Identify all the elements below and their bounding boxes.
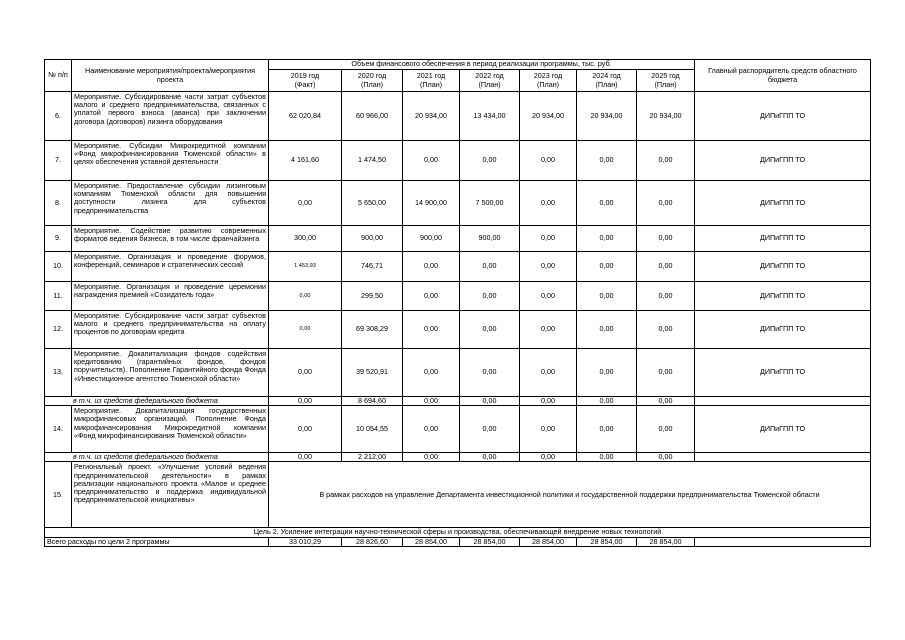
table-row: [45, 92, 871, 141]
table-row: [45, 311, 871, 349]
total-value: 28 826,60: [342, 537, 403, 546]
header-num: № п/п: [45, 60, 72, 92]
header-year-type: (План): [360, 79, 384, 89]
value-cell: 299,50: [342, 282, 403, 311]
header-year-type: (План): [478, 79, 501, 89]
row-number: 8.: [45, 181, 72, 226]
header-year: [520, 70, 577, 92]
value-cell: 0,00: [460, 349, 520, 397]
distributor-cell: ДИПиГПП ТО: [695, 406, 871, 453]
header-year: [637, 70, 695, 92]
value-cell: 0,00: [269, 282, 342, 311]
row-number: 10.: [45, 252, 72, 282]
value-cell: 0,00: [403, 141, 460, 181]
total-value: 28 854,00: [637, 537, 695, 546]
value-cell: 900,00: [403, 226, 460, 252]
row-number: 11.: [45, 282, 72, 311]
header-year: [577, 70, 637, 92]
value-cell: 0,00: [403, 453, 460, 462]
value-cell: 0,00: [577, 406, 637, 453]
table-row: [45, 226, 871, 252]
header-year: [403, 70, 460, 92]
distributor-cell: ДИПиГПП ТО: [695, 349, 871, 397]
value-cell: 1 453,93: [269, 252, 342, 282]
value-cell: 0,00: [577, 181, 637, 226]
value-cell: 0,00: [269, 181, 342, 226]
row-name: Мероприятие. Субсидии Микрокредитной компании «Фонд микрофинансирования Тюменской области» в целях обеспечения уставной деятельности: [72, 141, 269, 181]
value-cell: 0,00: [520, 397, 577, 406]
header-distributor: Главный распорядитель средств областного бюджета: [695, 60, 871, 92]
table-row: [45, 252, 871, 282]
row-name: Мероприятие. Докапитализация государственных микрофинансовых организаций. Пополнение Фонда микрофинансирования Микрокредитной компании «Фонд микрофинансирования Тюменской области»: [72, 406, 269, 453]
header-year-label: 2020 год: [357, 71, 387, 81]
total-value: 28 854,00: [460, 537, 520, 546]
value-cell: 2 212,00: [342, 453, 403, 462]
value-cell: 300,00: [269, 226, 342, 252]
total-value: 28 854,00: [520, 537, 577, 546]
row-number: 13.: [45, 349, 72, 397]
distributor-cell: ДИПиГПП ТО: [695, 252, 871, 282]
row-name: Региональный проект. «Улучшение условий ведения предпринимательской деятельности» в рамках реализации национального проекта «Малое и среднее предпринимательство и поддержка индивидуальной предпринимательской инициативы»: [72, 462, 269, 528]
federal-budget-label: в т.ч. из средств федерального бюджета: [45, 453, 269, 462]
value-cell: 0,00: [269, 349, 342, 397]
value-cell: 0,00: [577, 282, 637, 311]
table-row: [45, 181, 871, 226]
distributor-cell: [695, 397, 871, 406]
distributor-cell: [695, 453, 871, 462]
value-cell: 20 934,00: [520, 92, 577, 141]
value-cell: 0,00: [403, 349, 460, 397]
row-number: 9.: [45, 226, 72, 252]
value-cell: 0,00: [460, 406, 520, 453]
value-cell: 0,00: [637, 349, 695, 397]
header-year-type: (План): [595, 79, 618, 89]
header-year: [342, 70, 403, 92]
header-year-label: 2022 год: [475, 71, 504, 81]
value-cell: 0,00: [520, 282, 577, 311]
row-number: 14.: [45, 406, 72, 453]
table-row: [45, 141, 871, 181]
value-cell: 0,00: [637, 453, 695, 462]
header-year: [269, 70, 342, 92]
distributor-cell: ДИПиГПП ТО: [695, 92, 871, 141]
table-row: [45, 349, 871, 397]
header-year-type: (План): [419, 79, 443, 89]
value-cell: 0,00: [269, 397, 342, 406]
row-name: Мероприятие. Субсидирование части затрат субъектов малого и среднего предпринимательства, связанных с уплатой первого взноса (аванса) при заключении договора (договоров) лизинга оборудования: [72, 92, 269, 141]
value-cell: 900,00: [460, 226, 520, 252]
value-cell: 20 934,00: [577, 92, 637, 141]
value-cell: 0,00: [637, 141, 695, 181]
total-row: [45, 537, 871, 546]
value-cell: 0,00: [520, 453, 577, 462]
value-cell: 60 966,00: [342, 92, 403, 141]
header-year: [460, 70, 520, 92]
value-cell: 0,00: [577, 141, 637, 181]
value-cell: 0,00: [577, 453, 637, 462]
value-cell: 69 308,29: [342, 311, 403, 349]
value-cell: 0,00: [577, 397, 637, 406]
distributor-cell: ДИПиГПП ТО: [695, 311, 871, 349]
row-name: Мероприятие. Субсидирование части затрат субъектов малого и среднего предпринимательства на оплату процентов по договорам кредита: [72, 311, 269, 349]
header-year-label: 2023 год: [533, 71, 563, 81]
funding-table: [44, 59, 871, 547]
value-cell: 0,00: [637, 226, 695, 252]
value-cell: 0,00: [637, 181, 695, 226]
row-number: 7.: [45, 141, 72, 181]
table-row: [45, 406, 871, 453]
value-cell: 0,00: [577, 349, 637, 397]
value-cell: 1 474,50: [342, 141, 403, 181]
row-15-span-text: В рамках расходов на управление Департамента инвестиционной политики и государственной поддержки предпринимательства Тюменской области: [269, 462, 871, 528]
value-cell: 0,00: [637, 397, 695, 406]
value-cell: 0,00: [460, 453, 520, 462]
value-cell: 0,00: [637, 406, 695, 453]
value-cell: 0,00: [520, 406, 577, 453]
value-cell: 0,00: [460, 282, 520, 311]
value-cell: 14 900,00: [403, 181, 460, 226]
value-cell: 20 934,00: [637, 92, 695, 141]
value-cell: 0,00: [577, 226, 637, 252]
goal-text: Цель 2. Усиление интеграции научно-технической сферы и производства, обеспечивающей внедрение новых технологий: [45, 528, 871, 537]
value-cell: 900,00: [342, 226, 403, 252]
federal-budget-row: [45, 453, 871, 462]
row-name: Мероприятие. Организация и проведение форумов, конференций, семинаров и стратегических сессий: [72, 252, 269, 282]
federal-budget-row: [45, 397, 871, 406]
value-cell: 0,00: [403, 282, 460, 311]
value-cell: 62 020,84: [269, 92, 342, 141]
row-name: Мероприятие. Содействие развитию современных форматов ведения бизнеса, в том числе франчайзинга: [72, 226, 269, 252]
header-year-label: 2019 год: [290, 71, 320, 81]
value-cell: 0,00: [520, 252, 577, 282]
value-cell: 0,00: [269, 406, 342, 453]
value-cell: 0,00: [460, 252, 520, 282]
value-cell: 0,00: [460, 141, 520, 181]
value-cell: 0,00: [269, 311, 342, 349]
total-distributor-cell: [695, 537, 871, 546]
distributor-cell: ДИПиГПП ТО: [695, 181, 871, 226]
goal-row: [45, 528, 871, 537]
value-cell: 0,00: [637, 282, 695, 311]
row-number: 6.: [45, 92, 72, 141]
value-cell: 0,00: [403, 397, 460, 406]
header-year-label: 2021 год: [416, 71, 446, 81]
value-cell: 0,00: [403, 406, 460, 453]
value-cell: 0,00: [403, 311, 460, 349]
federal-budget-label: в т.ч. из средств федерального бюджета: [45, 397, 269, 406]
header-funding: Объем финансового обеспечения в период реализации программы, тыс. руб.: [269, 60, 695, 70]
total-value: 33 010,29: [269, 537, 342, 546]
value-cell: 13 434,00: [460, 92, 520, 141]
table-row: [45, 282, 871, 311]
value-cell: 0,00: [520, 349, 577, 397]
value-cell: 746,71: [342, 252, 403, 282]
row-number: 12.: [45, 311, 72, 349]
header-year-label: 2025 год: [651, 71, 680, 81]
value-cell: 0,00: [577, 252, 637, 282]
value-cell: 7 500,00: [460, 181, 520, 226]
value-cell: 0,00: [460, 311, 520, 349]
total-value: 28 854,00: [403, 537, 460, 546]
value-cell: 0,00: [520, 311, 577, 349]
row-name: Мероприятие. Докапитализация фондов содействия кредитованию (гарантийных фондов, фондов поручительств). Пополнение Гарантийного фонда Фонда «Инвестиционное агентство Тюменской области»: [72, 349, 269, 397]
row-name: Мероприятие. Организация и проведение церемонии награждения премией «Созидатель года»: [72, 282, 269, 311]
table-row-15: [45, 462, 871, 528]
value-cell: 0,00: [637, 252, 695, 282]
header-year-type: (План): [654, 79, 677, 89]
header-year-label: 2024 год: [592, 71, 621, 81]
header-name: Наименование мероприятия/проекта/мероприятия проекта: [72, 60, 269, 92]
value-cell: 0,00: [269, 453, 342, 462]
value-cell: 5 650,00: [342, 181, 403, 226]
value-cell: 0,00: [520, 141, 577, 181]
total-value: 28 854,00: [577, 537, 637, 546]
value-cell: 4 161,60: [269, 141, 342, 181]
value-cell: 0,00: [520, 226, 577, 252]
value-cell: 39 520,91: [342, 349, 403, 397]
distributor-cell: ДИПиГПП ТО: [695, 226, 871, 252]
row-name: Мероприятие. Предоставление субсидии лизинговым компаниям Тюменской области для повышения доступности лизинга для субъектов предпринимательства: [72, 181, 269, 226]
value-cell: 0,00: [637, 311, 695, 349]
distributor-cell: ДИПиГПП ТО: [695, 282, 871, 311]
value-cell: 0,00: [520, 181, 577, 226]
total-label: Всего расходы по цели 2 программы: [45, 537, 269, 546]
distributor-cell: ДИПиГПП ТО: [695, 141, 871, 181]
header-year-type: (Факт): [294, 79, 316, 89]
row-number: 15.: [45, 462, 72, 528]
value-cell: 0,00: [460, 397, 520, 406]
value-cell: 0,00: [403, 252, 460, 282]
value-cell: 10 054,55: [342, 406, 403, 453]
value-cell: 8 694,60: [342, 397, 403, 406]
value-cell: 0,00: [577, 311, 637, 349]
value-cell: 20 934,00: [403, 92, 460, 141]
header-year-type: (План): [536, 79, 560, 89]
